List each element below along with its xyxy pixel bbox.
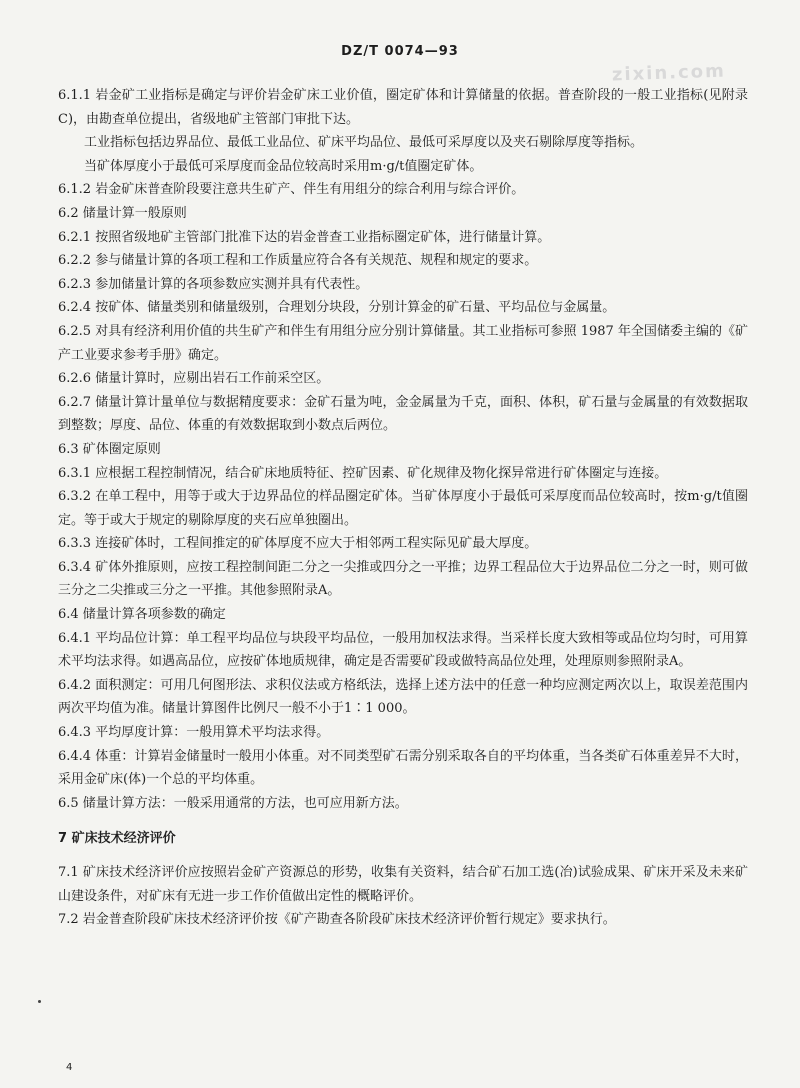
scan-speck	[38, 1000, 41, 1003]
section-heading: 6.4 储量计算各项参数的确定	[58, 607, 226, 623]
paragraph: 工业指标包括边界品位、最低工业品位、矿床平均品位、最低可采厚度以及夹石剔除厚度等指标。	[84, 135, 644, 151]
paragraph: 6.2.2 参与储量计算的各项工程和工作质量应符合各有关规范、规程和规定的要求。	[58, 253, 538, 269]
paragraph: 6.4.4 体重：计算岩金储量时一般用小体重。对不同类型矿石需分别采取各自的平均体重，当各类矿石体重差异不大时，采用金矿床(体)一个总的平均体重。	[58, 748, 748, 788]
paragraph: 6.2.1 按照省级地矿主管部门批准下达的岩金普查工业指标圈定矿体，进行储量计算。	[58, 229, 551, 245]
section-heading: 7 矿床技术经济评价	[58, 831, 176, 847]
paragraph: 6.5 储量计算方法：一般采用通常的方法，也可应用新方法。	[58, 795, 408, 811]
paragraph: 6.1.2 岩金矿床普查阶段要注意共生矿产、伴生有用组分的综合利用与综合评价。	[58, 182, 525, 198]
paragraph: 6.3.4 矿体外推原则，应按工程控制间距二分之一尖推或四分之一平推；边界工程品位大于边界品位二分之一时，则可做三分之二尖推或三分之一平推。其他参照附录A。	[58, 559, 748, 599]
section-heading: 6.2 储量计算一般原则	[58, 205, 187, 221]
paragraph: 6.4.3 平均厚度计算：一般用算术平均法求得。	[58, 725, 330, 741]
paragraph: 6.3.2 在单工程中，用等于或大于边界品位的样品圈定矿体。当矿体厚度小于最低可采厚度而品位较高时，按m·g/t值圈定。等于或大于规定的剔除厚度的夹石应单独圈出。	[58, 489, 748, 528]
paragraph: 6.1.1 岩金矿工业指标是确定与评价岩金矿床工业价值，圈定矿体和计算储量的依据。普查阶段的一般工业指标(见附录C)，由勘查单位提出，省级地矿主管部门审批下达。	[58, 88, 748, 127]
section-heading: 6.3 矿体圈定原则	[58, 441, 161, 457]
paragraph: 6.2.4 按矿体、储量类别和储量级别，合理划分块段，分别计算金的矿石量、平均品位与金属量。	[58, 300, 616, 316]
paragraph: 当矿体厚度小于最低可采厚度而金品位较高时采用m·g/t值圈定矿体。	[84, 158, 483, 174]
paragraph: 7.2 岩金普查阶段矿床技术经济评价按《矿产勘查各阶段矿床技术经济评价暂行规定》要求执行。	[58, 912, 616, 928]
page-number: 4	[66, 1062, 73, 1073]
paragraph: 6.2.5 对具有经济利用价值的共生矿产和伴生有用组分应分别计算储量。其工业指标可参照 1987 年全国储委主编的《矿产工业要求参考手册》确定。	[58, 323, 748, 363]
paragraph: 6.3.1 应根据工程控制情况，结合矿床地质特征、控矿因素、矿化规律及物化探异常进行矿体圈定与连接。	[58, 465, 668, 481]
document-body	[58, 84, 748, 932]
paragraph: 6.2.3 参加储量计算的各项参数应实测并具有代表性。	[58, 276, 369, 292]
paragraph: 7.1 矿床技术经济评价应按照岩金矿产资源总的形势，收集有关资料，结合矿石加工选(冶)试验成果、矿床开采及未来矿山建设条件，对矿床有无进一步工作价值做出定性的概略评价。	[58, 865, 748, 904]
paragraph: 6.2.6 储量计算时，应剔出岩石工作前采空区。	[58, 371, 330, 387]
paragraph: 6.4.2 面积测定：可用几何图形法、求积仪法或方格纸法，选择上述方法中的任意一种均应测定两次以上，取误差范围内两次平均值为准。储量计算图件比例尺一般不小于1∶1 000。	[58, 677, 748, 717]
watermark: zixin.com	[611, 60, 727, 86]
page-header: DZ/T 0074—93	[341, 44, 459, 59]
paragraph: 6.3.3 连接矿体时，工程间推定的矿体厚度不应大于相邻两工程实际见矿最大厚度。	[58, 536, 538, 552]
paragraph: 6.4.1 平均品位计算：单工程平均品位与块段平均品位，一般用加权法求得。当采样长度大致相等或品位均匀时，可用算术平均法求得。如遇高品位，应按矿体地质规律，确定是否需要矿段或做特高品位处理，处理原则参照附录A。	[58, 630, 748, 670]
paragraph: 6.2.7 储量计算计量单位与数据精度要求：金矿石量为吨，金金属量为千克，面积、体积，矿石量与金属量的有效数据取到整数；厚度、品位、体重的有效数据取到小数点后两位。	[58, 394, 748, 434]
